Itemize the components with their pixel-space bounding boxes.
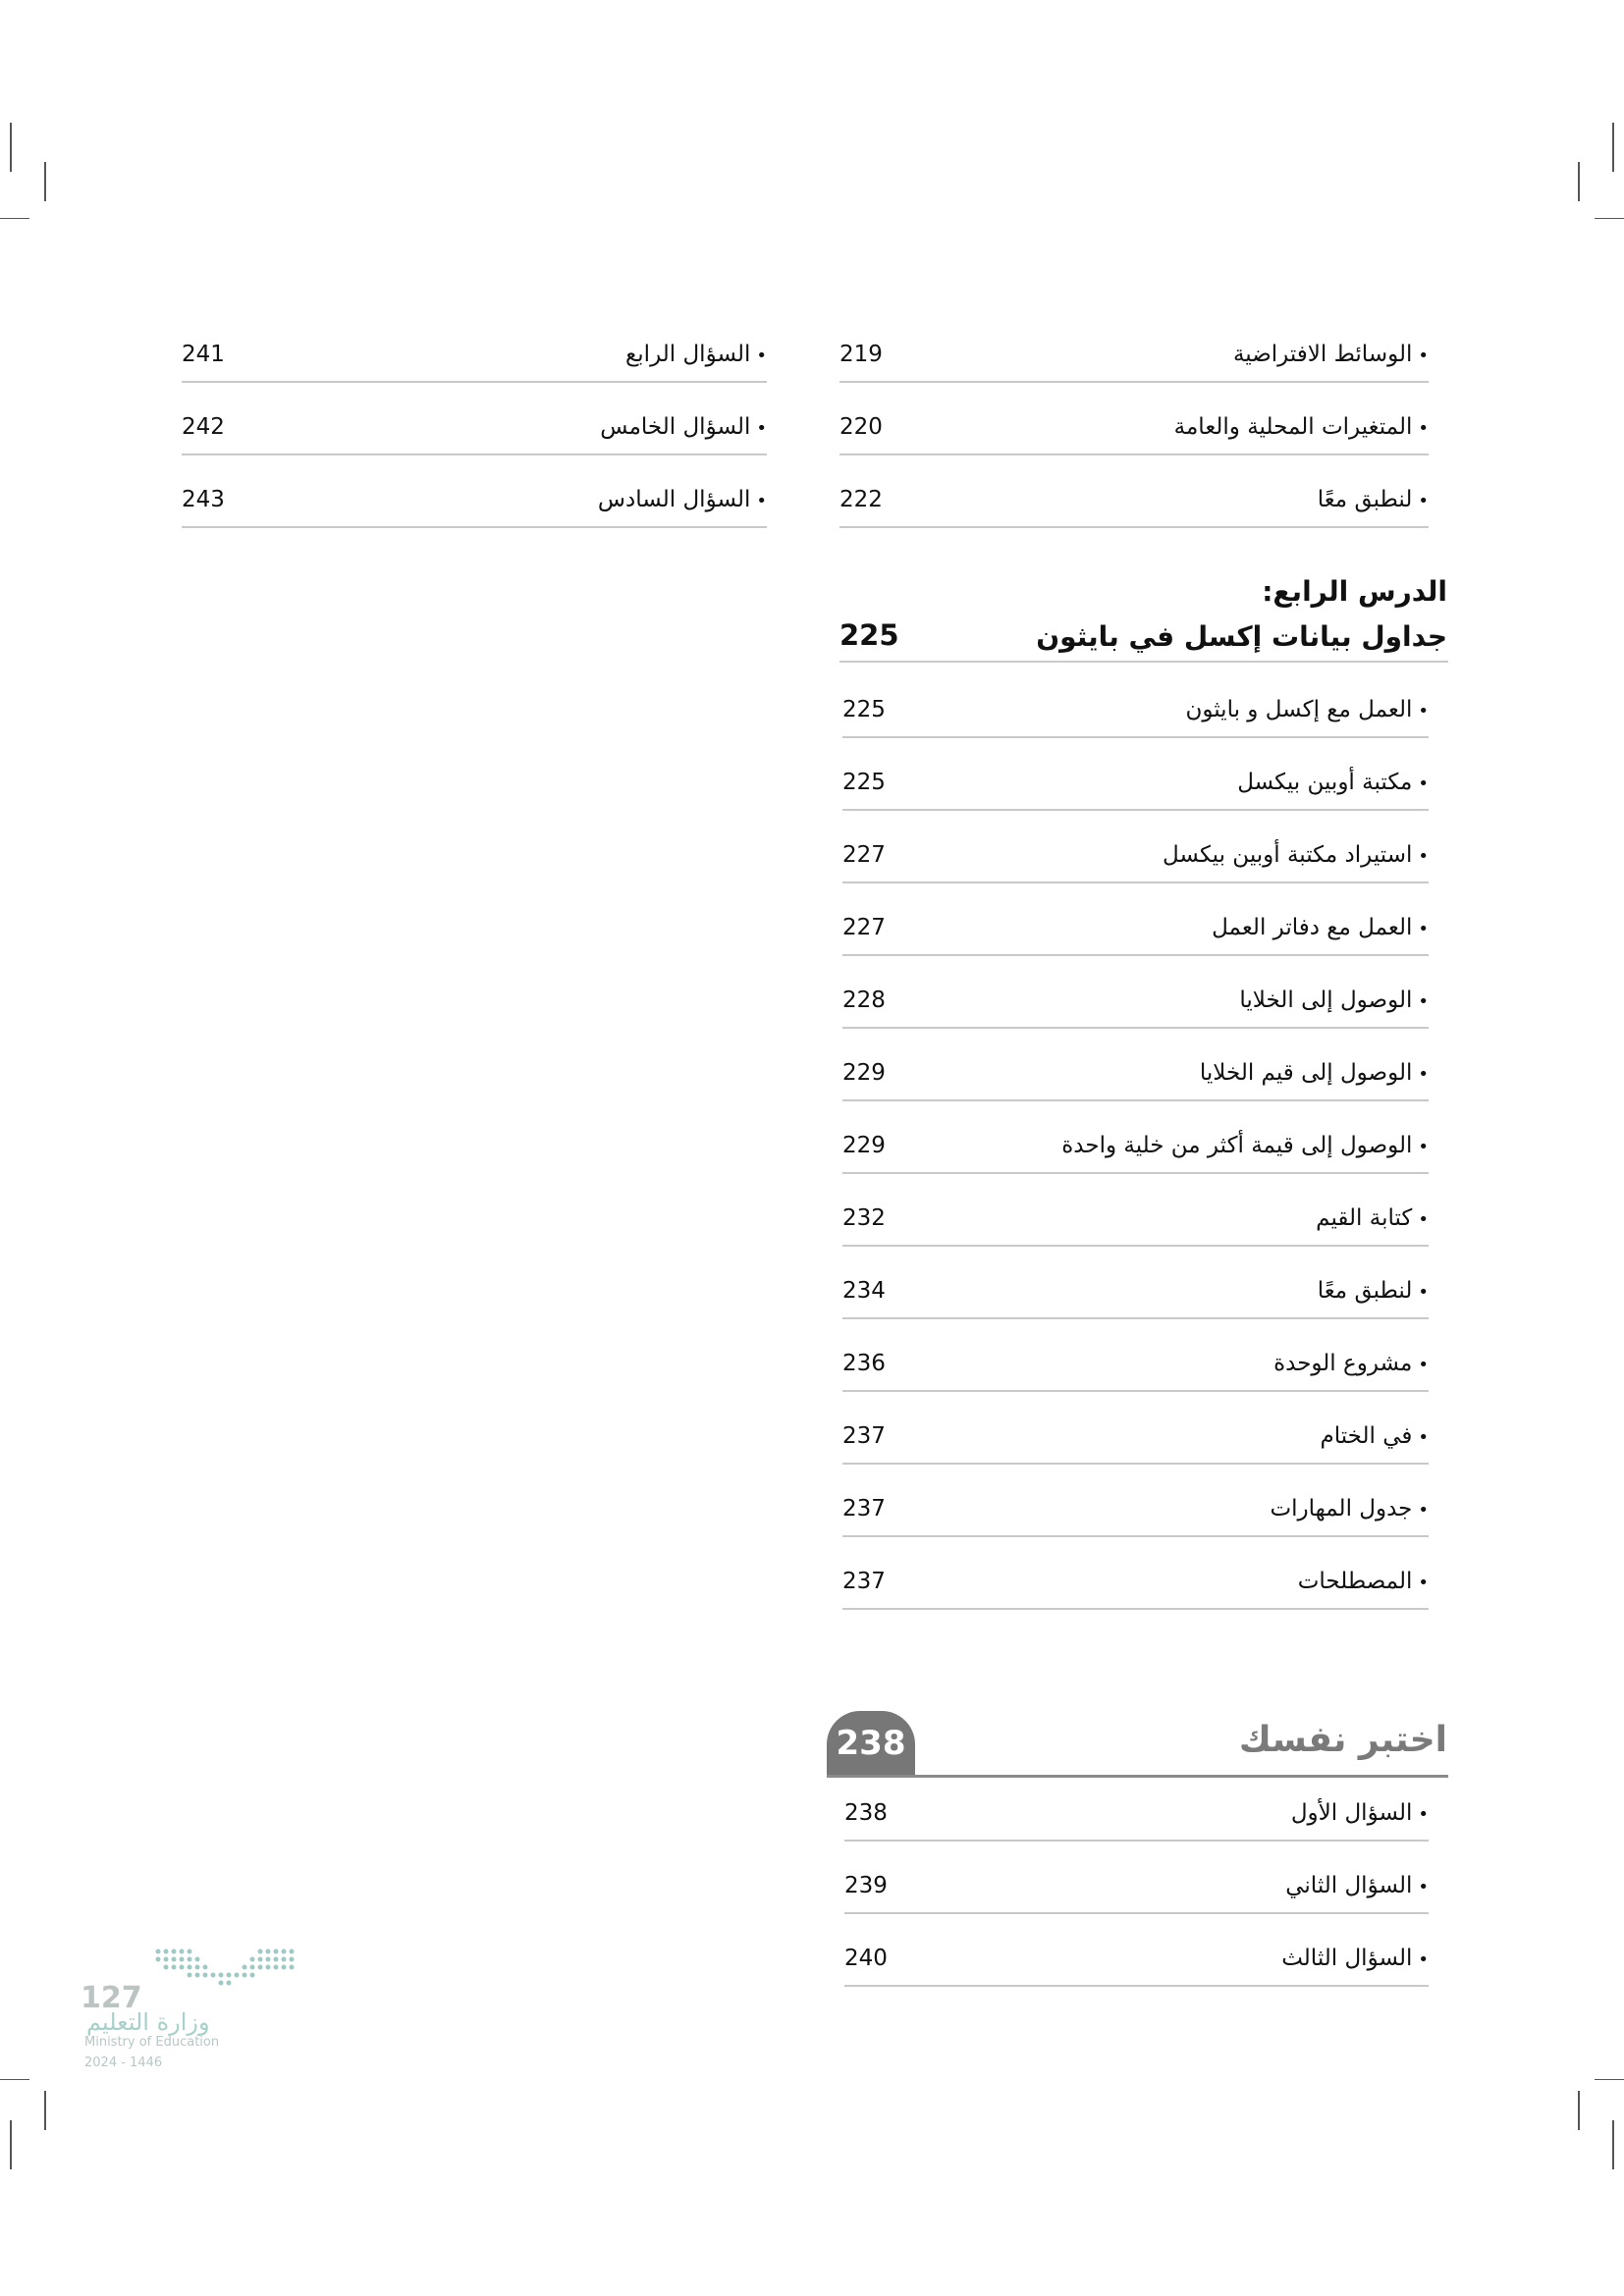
crop-mark <box>1595 2079 1624 2080</box>
entry-label: لنطبق معًا <box>1317 487 1413 512</box>
entry-label: في الختام <box>1320 1423 1413 1449</box>
lesson-title-line1: الدرس الرابع: <box>1262 575 1447 608</box>
bullet: • <box>1418 1137 1429 1157</box>
selftest-title[interactable]: اختبر نفسك <box>1238 1720 1447 1760</box>
entry-label: العمل مع دفاتر العمل <box>1212 915 1413 940</box>
bullet: • <box>1418 1355 1429 1375</box>
bullet: • <box>1418 1804 1429 1825</box>
entry-label: السؤال الثالث <box>1281 1946 1413 1971</box>
entry-label: الوصول إلى قيمة أكثر من خلية واحدة <box>1061 1133 1413 1158</box>
entry-label: لنطبق معًا <box>1317 1278 1413 1304</box>
bullet: • <box>1418 1064 1429 1085</box>
entry-label: السؤال الثاني <box>1285 1873 1413 1898</box>
crop-mark <box>44 162 46 201</box>
entry-page: 222 <box>839 487 883 512</box>
entry-page: 227 <box>842 842 886 868</box>
entry-page: 220 <box>839 414 883 440</box>
entry-page: 234 <box>842 1278 886 1304</box>
page-number: 127 <box>81 1981 142 2015</box>
toc-entry[interactable] <box>182 414 767 455</box>
crop-mark <box>1612 2120 1614 2169</box>
bullet: • <box>1418 701 1429 721</box>
entry-label: السؤال الخامس <box>600 414 751 440</box>
entry-page: 219 <box>839 342 883 367</box>
toc-entry[interactable] <box>182 487 767 528</box>
entry-label: المصطلحات <box>1297 1569 1413 1594</box>
ministry-name-en: Ministry of Education <box>84 2035 220 2050</box>
selftest-items <box>844 0 1429 2296</box>
entry-page: 240 <box>844 1946 888 1971</box>
bullet: • <box>1418 846 1429 867</box>
entry-label: كتابة القيم <box>1316 1205 1413 1231</box>
entry-label: مشروع الوحدة <box>1273 1351 1413 1376</box>
selftest-page-badge: 238 <box>827 1711 915 1776</box>
entry-page: 241 <box>182 342 225 367</box>
bullet: • <box>1418 1949 1429 1970</box>
toc-entry[interactable] <box>844 1800 1429 1842</box>
ministry-logo-dots-icon <box>152 1946 299 1995</box>
entry-label: الوصول إلى الخلايا <box>1239 988 1413 1013</box>
crop-mark <box>10 123 12 172</box>
entry-label: مكتبة أوبين بيكسل <box>1237 770 1413 795</box>
crop-mark <box>1612 123 1614 172</box>
entry-page: 225 <box>842 697 886 722</box>
entry-page: 239 <box>844 1873 888 1898</box>
entry-page: 228 <box>842 988 886 1013</box>
crop-mark <box>0 2079 29 2080</box>
entry-page: 227 <box>842 915 886 940</box>
entry-page: 237 <box>842 1569 886 1594</box>
bullet: • <box>756 418 767 439</box>
entry-label: الوسائط الافتراضية <box>1232 342 1413 367</box>
bullet: • <box>1418 1427 1429 1448</box>
entry-label: السؤال الأول <box>1290 1800 1413 1826</box>
crop-mark <box>1578 162 1580 201</box>
bullet: • <box>1418 346 1429 366</box>
entry-page: 237 <box>842 1423 886 1449</box>
entry-label: المتغيرات المحلية والعامة <box>1173 414 1413 440</box>
crop-mark <box>0 218 29 219</box>
bullet: • <box>1418 991 1429 1012</box>
entry-label: السؤال الرابع <box>625 342 751 367</box>
bullet: • <box>1418 1573 1429 1593</box>
entry-page: 237 <box>842 1496 886 1522</box>
bullet: • <box>756 491 767 511</box>
toc-entry[interactable] <box>844 1946 1429 1987</box>
crop-mark <box>1595 218 1624 219</box>
bullet: • <box>1418 1500 1429 1521</box>
lesson-title-line2: جداول بيانات إكسل في بايثون <box>1036 620 1447 653</box>
crop-mark <box>44 2091 46 2130</box>
bullet: • <box>756 346 767 366</box>
toc-entry[interactable] <box>182 342 767 383</box>
entry-label: جدول المهارات <box>1270 1496 1413 1522</box>
entry-label: السؤال السادس <box>597 487 751 512</box>
bullet: • <box>1418 919 1429 939</box>
entry-page: 232 <box>842 1205 886 1231</box>
bullet: • <box>1418 491 1429 511</box>
bullet: • <box>1418 418 1429 439</box>
crop-mark <box>10 2120 12 2169</box>
edition-year: 2024 - 1446 <box>84 2056 163 2070</box>
toc-entry[interactable] <box>844 1873 1429 1914</box>
entry-page: 236 <box>842 1351 886 1376</box>
entry-page: 229 <box>842 1133 886 1158</box>
bullet: • <box>1418 1877 1429 1897</box>
bullet: • <box>1418 1282 1429 1303</box>
lesson-page: 225 <box>839 618 899 652</box>
crop-mark <box>1578 2091 1580 2130</box>
entry-page: 243 <box>182 487 225 512</box>
entry-label: العمل مع إكسل و بايثون <box>1185 697 1413 722</box>
entry-page: 242 <box>182 414 225 440</box>
entry-page: 229 <box>842 1060 886 1086</box>
entry-label: استيراد مكتبة أوبين بيكسل <box>1163 842 1413 868</box>
bullet: • <box>1418 774 1429 794</box>
entry-page: 238 <box>844 1800 888 1826</box>
bullet: • <box>1418 1209 1429 1230</box>
entry-label: الوصول إلى قيم الخلايا <box>1199 1060 1413 1086</box>
entry-page: 225 <box>842 770 886 795</box>
ministry-name-ar: وزارة التعليم <box>86 2008 210 2036</box>
